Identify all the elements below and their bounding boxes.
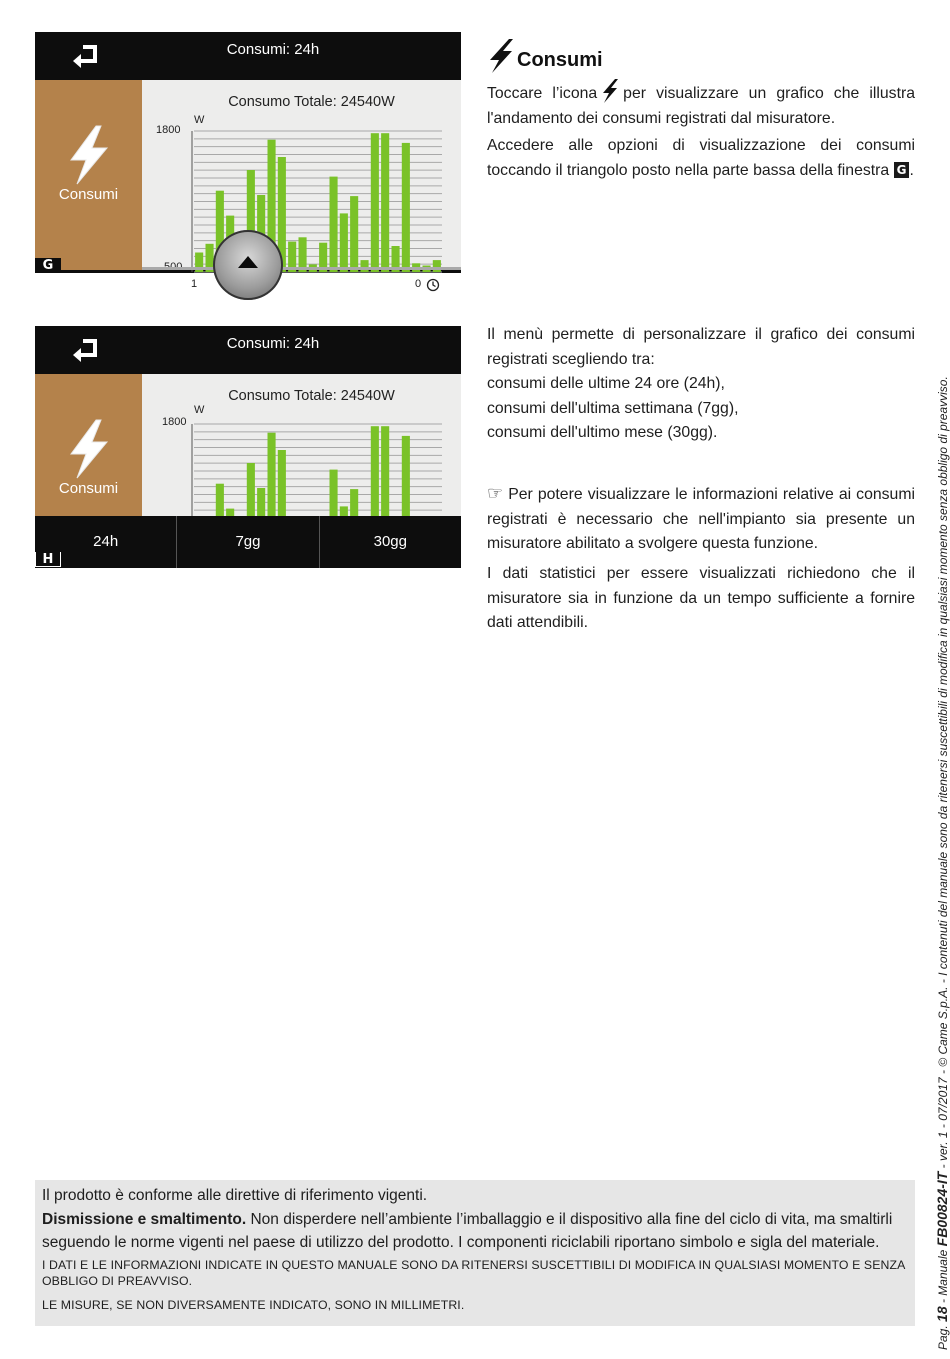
lightning-icon xyxy=(601,78,619,104)
option-30gg-text: consumi dell'ultimo mese (30gg). xyxy=(487,424,718,441)
side-tile-consumi[interactable] xyxy=(35,80,142,270)
paragraph-menu xyxy=(487,323,915,446)
tab-7gg[interactable]: 7gg xyxy=(176,516,318,568)
footer-disclaimer: I DATI E LE INFORMAZIONI INDICATE IN QUESTO MANUALE SONO DA RITENERSI SUSCETTIBILI DI MODIFICA IN QUALSIASI MOMENTO E SENZA OBBLIGO DI PREAVVISO. xyxy=(42,1257,905,1288)
side-tile-consumi[interactable] xyxy=(35,374,142,516)
text-run: I dati statistici per essere visualizzati richiedono che il misuratore sia in funzione da un tempo sufficiente a fornire dati attendibili. xyxy=(487,565,915,631)
chart-bar xyxy=(216,484,224,516)
text-run: - Manuale xyxy=(936,1246,950,1307)
y-axis-unit: W xyxy=(194,404,205,416)
top-bar xyxy=(35,326,461,374)
pointing-hand-icon: ☞ xyxy=(487,483,504,504)
chart-title: Consumo Totale: 24540W xyxy=(228,94,395,110)
chart-bar xyxy=(371,426,379,516)
consumption-chart xyxy=(142,374,461,516)
footer-disposal-title: Dismissione e smaltimento. xyxy=(42,1210,247,1228)
paragraph-options xyxy=(487,134,915,183)
text-run: per visualizzare un grafico che illustra l'andamento dei consumi registrati dal misuratore. xyxy=(487,85,915,127)
y-axis-unit: W xyxy=(194,114,205,126)
clock-icon xyxy=(426,278,440,292)
period-tab-bar xyxy=(35,516,461,568)
tab-30gg[interactable]: 30gg xyxy=(319,516,461,568)
chart-bar xyxy=(278,450,286,516)
figure-tag-h: H xyxy=(35,552,61,567)
consumption-chart xyxy=(142,80,461,270)
expand-options-button[interactable] xyxy=(213,230,283,300)
chart-bar xyxy=(340,506,348,516)
text-run: Pag. xyxy=(936,1321,950,1350)
x-end-label: 0 xyxy=(415,278,422,290)
chart-title: Consumo Totale: 24540W xyxy=(228,388,395,404)
topbar-title: Consumi: 24h xyxy=(226,41,320,58)
consumi-screen-g xyxy=(35,32,461,290)
section-heading xyxy=(487,34,603,74)
text-run: Toccare l’icona xyxy=(487,85,598,102)
x-start-label: 1 xyxy=(191,278,198,290)
text-run: Accedere alle opzioni di visualizzazione dei consumi toccando il triangolo posto nella parte bassa della finestra xyxy=(487,137,915,179)
chart-bar xyxy=(381,426,389,516)
chart-bar xyxy=(402,143,410,272)
text-run: Per potere visualizzare le informazioni relative ai consumi registrati è necessario che nell'impianto sia presente un misuratore abilitato a svolgere questa funzione. xyxy=(487,486,915,552)
footer-disposal xyxy=(42,1208,908,1255)
chart-bar xyxy=(257,488,265,516)
chart-bar xyxy=(340,213,348,272)
y-max-label: 1800 xyxy=(156,124,181,136)
heading-title: Consumi xyxy=(517,49,603,71)
side-tile-label: Consumi xyxy=(58,186,119,203)
text-run: . xyxy=(909,161,914,179)
chart-bar xyxy=(268,433,276,516)
topbar-title: Consumi: 24h xyxy=(226,335,320,352)
lightning-icon xyxy=(63,418,115,480)
chart-bar xyxy=(350,196,358,272)
chart-panel xyxy=(142,374,461,516)
chart-bar xyxy=(226,509,234,516)
chart-bar xyxy=(330,177,338,272)
lightning-icon xyxy=(487,38,515,74)
chart-bar xyxy=(381,133,389,272)
text-run: - ver. 1 - 07/2017 - © Came S.p.A. - I contenuti del manuale sono da ritenersi suscettibili di modifica in qualsiasi momento senza obbligo di preavviso. xyxy=(936,376,950,1172)
footer-disposal-text: Non disperdere nell’ambiente l’imballaggio e il dispositivo alla fine del ciclo di vita, ma smaltirli seguendo le norme vigenti nel paese di utilizzo del prodotto. I componenti riciclabili riportano simbolo e sigla del materiale. xyxy=(42,1210,893,1251)
chart-bar xyxy=(350,489,358,516)
paragraph-note xyxy=(487,482,915,557)
chart-bar xyxy=(402,436,410,516)
option-7gg-text: consumi dell'ultima settimana (7gg), xyxy=(487,399,739,417)
footer-measures: LE MISURE, SE NON DIVERSAMENTE INDICATO, SONO IN MILLIMETRI. xyxy=(42,1297,465,1312)
paragraph-icon-usage xyxy=(487,78,915,131)
side-tile-label: Consumi xyxy=(58,480,119,497)
page-number: 18 xyxy=(934,1306,950,1322)
chart-bar xyxy=(330,470,338,516)
figure-tag-g: G xyxy=(35,258,61,273)
top-bar xyxy=(35,32,461,80)
chart-bar xyxy=(247,463,255,516)
y-max-label: 1800 xyxy=(162,416,187,428)
panel-divider xyxy=(142,267,461,270)
footer-conformity: Il prodotto è conforme alle direttive di riferimento vigenti. xyxy=(42,1187,428,1204)
chart-panel xyxy=(142,80,461,290)
triangle-up-icon xyxy=(238,256,258,268)
consumi-screen-h xyxy=(35,326,461,568)
page-side-note xyxy=(934,50,950,1350)
paragraph-statistics xyxy=(487,562,915,636)
figure-ref-tag: G xyxy=(894,162,910,178)
tab-24h[interactable]: 24h xyxy=(93,533,119,550)
chart-bar xyxy=(371,133,379,272)
text-line: Il menù permette di personalizzare il grafico dei consumi registrati scegliendo tra: xyxy=(487,326,915,368)
footer-box xyxy=(35,1180,915,1326)
option-24h-text: consumi delle ultime 24 ore (24h), xyxy=(487,375,725,392)
lightning-icon xyxy=(63,124,115,186)
manual-code: FB00824-IT xyxy=(934,1171,950,1247)
